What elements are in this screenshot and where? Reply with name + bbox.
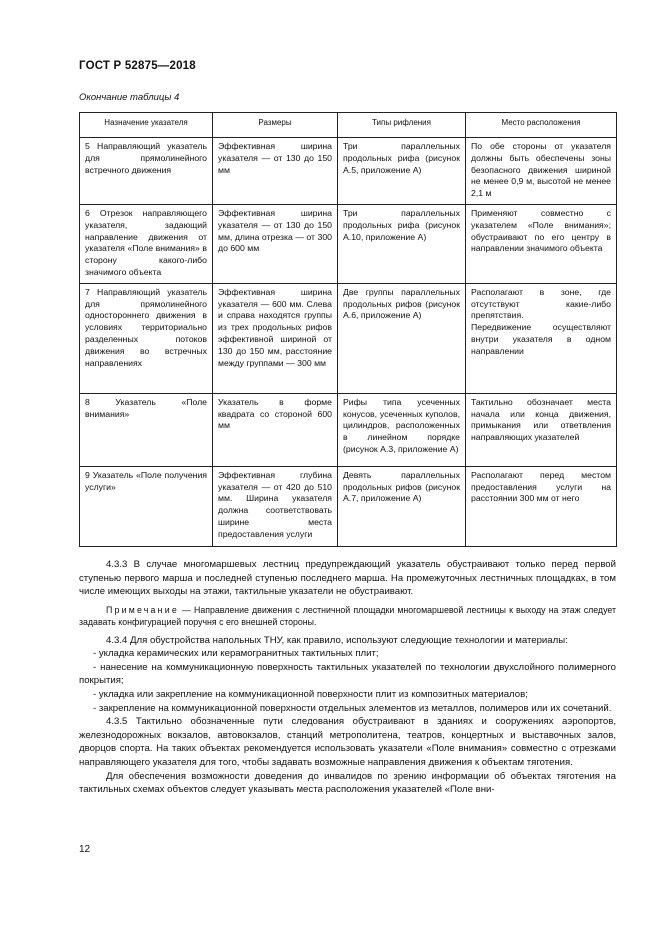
- table-cell: 5 Направляющий указатель для прямолинейного встречного движения: [80, 138, 213, 205]
- table-cell: Девять параллельных продольных рифов (рисунок А.7, приложение А): [338, 466, 466, 546]
- table-header-row: [80, 113, 617, 138]
- table-cell: Тактильно обозначает места начала или конца движения, примыкания или ответвления направляющих указателей: [466, 393, 617, 466]
- table-cell: Указатель в форме квадрата со стороной 600 мм: [213, 393, 338, 466]
- table-cell: 8 Указатель «Поле внимания»: [80, 393, 213, 466]
- table-row: [80, 138, 617, 205]
- tactile-indicators-table: [79, 112, 617, 547]
- paragraph-4-3-5: 4.3.5 Тактильно обозначенные пути следования обустраивают в зданиях и сооружениях аэропортов, железнодорожных вокзалов, автовокзалов, станций метрополитена, театров, концертных и выставочных залов, дворцов спорта. На таких объектах рекомендуется использовать указатели «Поле внимания» совместно с отрезками направляющего указателя для того, чтобы задавать возможные направления движения к объектам тяготения.: [79, 716, 616, 768]
- column-header-purpose: Назначение указателя: [80, 113, 213, 138]
- table-cell: Рифы типа усеченных конусов, усеченных куполов, цилиндров, расположенных в линейном порядке (рисунок А.3, приложение А): [338, 393, 466, 466]
- table-cell: Эффективная ширина указателя — от 130 до 150 мм, длина отрезка — от 300 до 600 мм: [213, 204, 338, 283]
- table-cell: Три параллельных продольных рифа (рисунок А.10, приложение А): [338, 204, 466, 283]
- table-cell: Располагают в зоне, где отсутствуют какие-либо препятствия. Передвижение осуществляют внутри указателя в одном направлении: [466, 283, 617, 393]
- list-item: - закрепление на коммуникационной поверхности отдельных элементов из металлов, полимеров или их сочетаний.: [93, 702, 612, 714]
- list-item: - нанесение на коммуникационную поверхность тактильных указателей по технологии двухслойного полимерного покрытия;: [79, 661, 616, 687]
- table-row: [80, 204, 617, 283]
- main-text: [79, 558, 616, 797]
- table-cell: Три параллельных продольных рифа (рисунок А.5, приложение А): [338, 138, 466, 205]
- paragraph-continuation: Для обеспечения возможности доведения до инвалидов по зрению информации об объектах тяготения на тактильных схемах объектов следует указывать места расположения указателей «Поле вни-: [79, 770, 616, 796]
- table-caption: Окончание таблицы 4: [79, 92, 180, 103]
- table-cell: По обе стороны от указателя должны быть обеспечены зоны безопасного движения шириной не менее 0,9 м, высотой не менее 2,1 м: [466, 138, 617, 205]
- column-header-dimensions: Размеры: [213, 113, 338, 138]
- column-header-ribbing-types: Типы рифления: [338, 113, 466, 138]
- note-paragraph: [79, 604, 616, 629]
- table-cell: Эффективная ширина указателя — от 130 до 150 мм: [213, 138, 338, 205]
- table-row: [80, 393, 617, 466]
- paragraph-4-3-4: 4.3.4 Для обустройства напольных ТНУ, как правило, используют следующие технологии и материалы:: [106, 634, 568, 646]
- table-row: [80, 283, 617, 393]
- table-cell: Две группы параллельных продольных рифов (рисунок А.6, приложение А): [338, 283, 466, 393]
- paragraph-4-3-3: 4.3.3 В случае многомаршевых лестниц предупреждающий указатель обустраивают только перед первой ступенью первого марша и последней ступенью последнего марша. На промежуточных лестничных площадках, в том числе имеющих выходы на этажи, тактильные указатели не обустраивают.: [79, 559, 616, 598]
- table-row: [80, 466, 617, 546]
- table-cell: Применяют совместно с указателем «Поле внимания»; обустраивают по его центру в направлении значимого объекта: [466, 204, 617, 283]
- page-number: 12: [79, 844, 91, 855]
- table-cell: Эффективная ширина указателя — 600 мм. Слева и справа находятся группы из трех продольных рифов эффективной шириной от 130 до 150 мм, расстояние между группами — 300 мм: [213, 283, 338, 393]
- list-item: - укладка или закрепление на коммуникационной поверхности плит из композитных материалов;: [93, 688, 528, 700]
- table-cell: 7 Направляющий указатель для прямолинейного одностороннего движения в условиях территориально разделенных потоков движения во встречных направлениях: [80, 283, 213, 393]
- table-cell: Эффективная глубина указателя — от 420 до 510 мм. Ширина указателя должна соответствовать ширине места предоставления услуги: [213, 466, 338, 546]
- column-header-location: Место расположения: [466, 113, 617, 138]
- table-cell: 9 Указатель «Поле получения услуги»: [80, 466, 213, 546]
- list-item: - укладка керамических или керамогранитных тактильных плит;: [93, 648, 379, 660]
- document-header: ГОСТ Р 52875—2018: [79, 60, 196, 72]
- table-cell: 6 Отрезок направляющего указателя, задающий направление движения от указателя «Поле внимания» в сторону какого-либо значимого объекта: [80, 204, 213, 283]
- note-text: — Направление движения с лестничной площадки многомаршевой лестницы к выходу на этаж следует задавать конфигурацией поручня с его внешней стороны.: [79, 604, 616, 628]
- table-cell: Располагают перед местом предоставления услуги на расстоянии 300 мм от него: [466, 466, 617, 546]
- note-label: Примечание: [106, 604, 179, 615]
